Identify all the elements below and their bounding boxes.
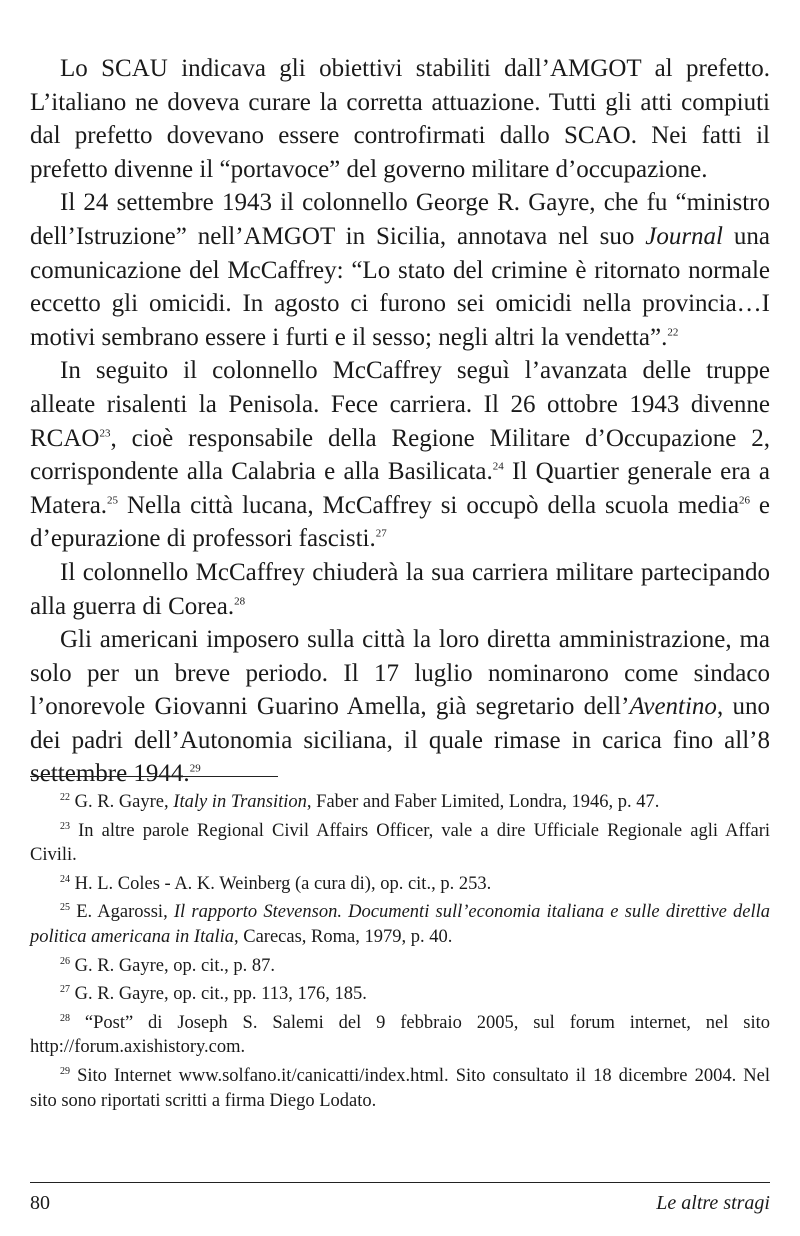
footnote-marker: 22 <box>60 791 70 803</box>
text-run: Il colonnello McCaffrey chiuderà la sua carriera militare partecipando alla guerra di Corea. <box>30 558 770 620</box>
footnote-marker: 24 <box>60 873 70 885</box>
text-run: In altre parole Regional Civil Affairs Officer, vale a dire Ufficiale Regionale agli Affari Civili. <box>30 820 770 866</box>
text-run: , cioè responsabile della Regione Militare d’Occupazione 2, corrispondente alla Calabria e alla Basilicata. <box>30 424 770 486</box>
text-run: G. R. Gayre, <box>70 792 174 812</box>
paragraph <box>30 556 770 623</box>
footnote-marker: 27 <box>375 527 387 540</box>
text-run: G. R. Gayre, op. cit., pp. 113, 176, 185. <box>70 984 367 1005</box>
body-text <box>30 52 770 791</box>
footnote <box>30 872 770 897</box>
text-run: , uno dei padri dell’Autonomia siciliana, il quale rimase in carica fino all’8 settembre 1944. <box>30 693 770 788</box>
text-run: una comunicazione del McCaffrey: “Lo stato del crimine è ritornato normale eccetto gli omicidi. In agosto ci furono sei omicidi nella provincia…I motivi sembrano essere i furti e il sesso; negli altri la vendetta”. <box>30 222 770 351</box>
book-page <box>30 52 770 1222</box>
paragraph <box>30 52 770 186</box>
page-footer <box>30 1192 770 1215</box>
footnote <box>30 900 770 949</box>
italic-text: Il rapporto Stevenson. Documenti sull’economia italiana e sulle direttive della politica americana in Italia <box>30 902 770 947</box>
footnote-marker: 25 <box>107 494 119 507</box>
running-title: Le altre stragi <box>656 1192 770 1214</box>
footnote-marker: 25 <box>60 902 70 914</box>
text-run: Il Quartier generale era a Matera. <box>30 458 770 519</box>
italic-text: Journal <box>645 222 723 250</box>
footnote-marker: 22 <box>667 326 679 339</box>
footnote-marker: 23 <box>60 820 70 832</box>
footnote <box>30 1064 770 1113</box>
footnote-marker: 24 <box>492 460 504 473</box>
text-run: , Carecas, Roma, 1979, p. 40. <box>234 926 453 947</box>
text-run: Nella città lucana, McCaffrey si occupò della scuola media <box>118 491 739 519</box>
footnote-marker: 29 <box>60 1065 70 1077</box>
footnote-marker: 27 <box>60 984 70 995</box>
footnote <box>30 1011 770 1060</box>
footnote <box>30 982 770 1007</box>
text-run: Il 24 settembre 1943 il colonnello George R. Gayre, che fu “ministro dell’Istruzione” nell’AMGOT in Sicilia, annotava nel suo <box>30 189 770 250</box>
italic-text: Italy in Transition <box>173 792 307 812</box>
text-run: Gli americani imposero sulla città la loro diretta amministrazione, ma solo per un breve periodo. Il 17 luglio nominarono come sindaco l’onorevole Giovanni Guarino Amella, già segretario dell’ <box>30 626 770 721</box>
paragraph <box>30 186 770 354</box>
footnote-marker: 29 <box>189 763 201 776</box>
text-run: E. Agarossi, <box>70 902 174 923</box>
text-run: G. R. Gayre, op. cit., p. 87. <box>70 955 276 976</box>
text-run: “Post” di Joseph S. Salemi del 9 febbraio 2005, sul forum internet, nel sito http://forum.axishistory.com. <box>30 1012 770 1058</box>
footnote <box>30 819 770 868</box>
text-run: , Faber and Faber Limited, Londra, 1946, p. 47. <box>306 792 660 812</box>
footer-rule <box>30 1182 770 1183</box>
footnote <box>30 954 770 979</box>
text-run: Sito Internet www.solfano.it/canicatti/index.html. Sito consultato il 18 dicembre 2004. Nel sito sono riportati scritti a firma Diego Lodato. <box>30 1065 770 1111</box>
paragraph <box>30 354 770 556</box>
footnote-marker: 28 <box>234 595 246 608</box>
footnotes <box>30 790 770 1117</box>
text-run: e d’epurazione di professori fascisti. <box>30 491 770 553</box>
footnote-separator <box>30 776 278 777</box>
footnote-marker: 26 <box>738 494 750 507</box>
footnote <box>30 790 770 815</box>
italic-text: Aventino <box>629 693 717 721</box>
text-run: H. L. Coles - A. K. Weinberg (a cura di), op. cit., p. 253. <box>70 873 492 894</box>
footnote-marker: 28 <box>60 1012 70 1024</box>
paragraph <box>30 623 770 791</box>
text-run: Lo SCAU indicava gli obiettivi stabiliti dall’AMGOT al prefetto. L’italiano ne doveva curare la corretta attuazione. Tutti gli atti compiuti dal prefetto dovevano essere controfirmati dallo SCAO. Nei fatti il prefetto divenne il “portavoce” del governo militare d’occupazione. <box>30 55 770 183</box>
page-number: 80 <box>30 1192 50 1214</box>
footnote-marker: 26 <box>60 955 70 967</box>
text-run: In seguito il colonnello McCaffrey seguì l’avanzata delle truppe alleate risalenti la Penisola. Fece carriera. Il 26 ottobre 1943 divenne RCAO <box>30 357 770 452</box>
footnote-marker: 23 <box>99 427 111 440</box>
